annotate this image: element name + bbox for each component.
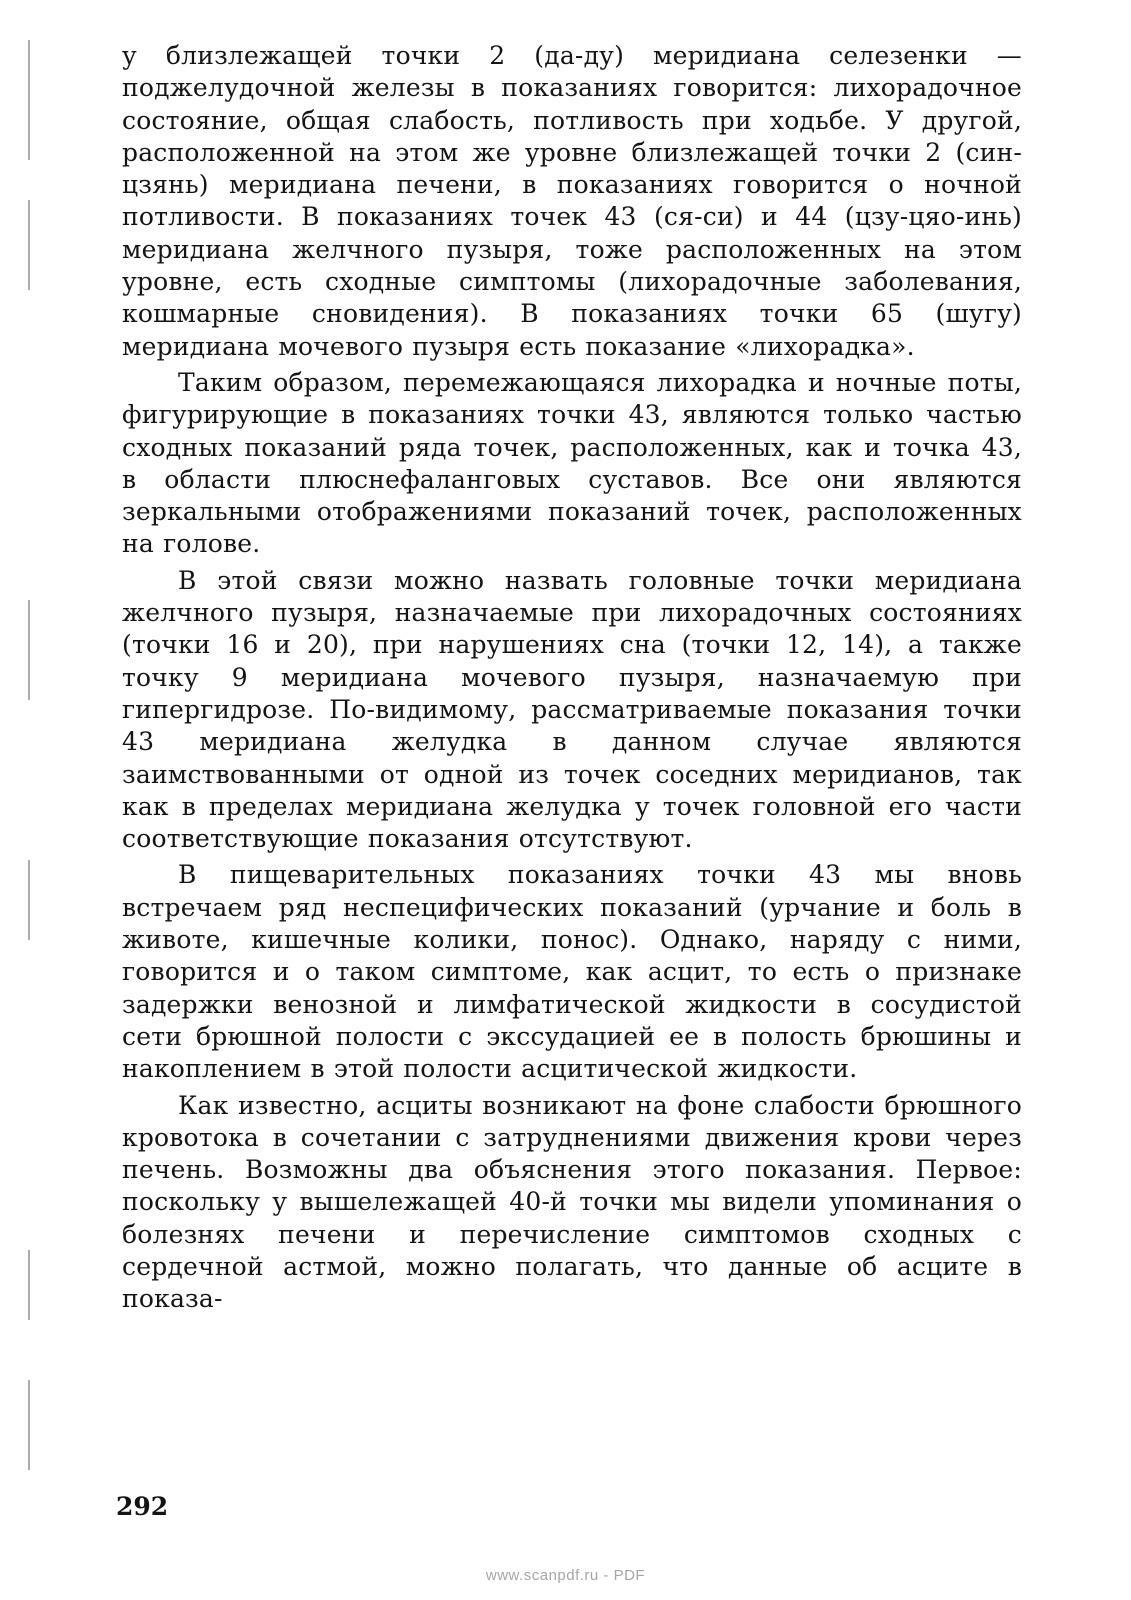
scan-margin-artifact: [28, 40, 30, 160]
page-number: 292: [116, 1492, 169, 1521]
paragraph: у близлежащей точки 2 (да-ду) меридиана селезенки — поджелудочной железы в показаниях говорится: лихорадочное состояние, общая слабость, потливость при ходьбе. У другой, расположенной на этом же уровне близлежащей точки 2 (син-цзянь) меридиана печени, в показаниях говорится о ночной потливости. В показаниях точек 43 (ся-си) и 44 (цзу-цяо-инь) меридиана желчного пузыря, тоже расположенных на этом уровне, есть сходные симптомы (лихорадочные заболевания, кошмарные сновидения). В показаниях точки 65 (шугу) меридиана мочевого пузыря есть показание «лихорадка».: [122, 41, 1022, 361]
scan-margin-artifact: [28, 860, 30, 940]
paragraph: Таким образом, перемежающаяся лихорадка и ночные поты, фигурирующие в показаниях точки 43, являются только частью сходных показаний ряда точек, расположенных, как и точка 43, в области плюснефаланговых суставов. Все они являются зеркальными отображениями показаний точек, расположенных на голове.: [122, 367, 1022, 559]
body-text: [122, 40, 1022, 1320]
footer-watermark: www.scanpdf.ru - PDF: [485, 1567, 646, 1584]
scan-margin-artifact: [28, 1380, 30, 1470]
paragraph: Как известно, асциты возникают на фоне слабости брюшного кровотока в сочетании с затруднениями движения крови через печень. Возможны два объяснения этого показания. Первое: поскольку у вышележащей 40-й точки мы видели упоминания о болезнях печени и перечисление симптомов сходных с сердечной астмой, можно полагать, что данные об асците в показа-: [122, 1090, 1022, 1314]
paragraph: В этой связи можно назвать головные точки меридиана желчного пузыря, назначаемые при лихорадочных состояниях (точки 16 и 20), при нарушениях сна (точки 12, 14), а также точку 9 меридиана мочевого пузыря, назначаемую при гипергидрозе. По-видимому, рассматриваемые показания точки 43 меридиана желудка в данном случае являются заимствованными от одной из точек соседних меридианов, так как в пределах меридиана желудка у точек головной его части соответствующие показания отсутствуют.: [122, 565, 1022, 854]
scan-margin-artifact: [28, 200, 30, 290]
paragraph: В пищеварительных показаниях точки 43 мы вновь встречаем ряд неспецифических показаний (урчание и боль в животе, кишечные колики, понос). Однако, наряду с ними, говорится и о таком симптоме, как асцит, то есть о признаке задержки венозной и лимфатической жидкости в сосудистой сети брюшной полости с экссудацией ее в полость брюшины и накоплением в этой полости асцитической жидкости.: [122, 860, 1022, 1084]
scan-margin-artifact: [28, 600, 30, 700]
scan-margin-artifact: [28, 1250, 30, 1320]
